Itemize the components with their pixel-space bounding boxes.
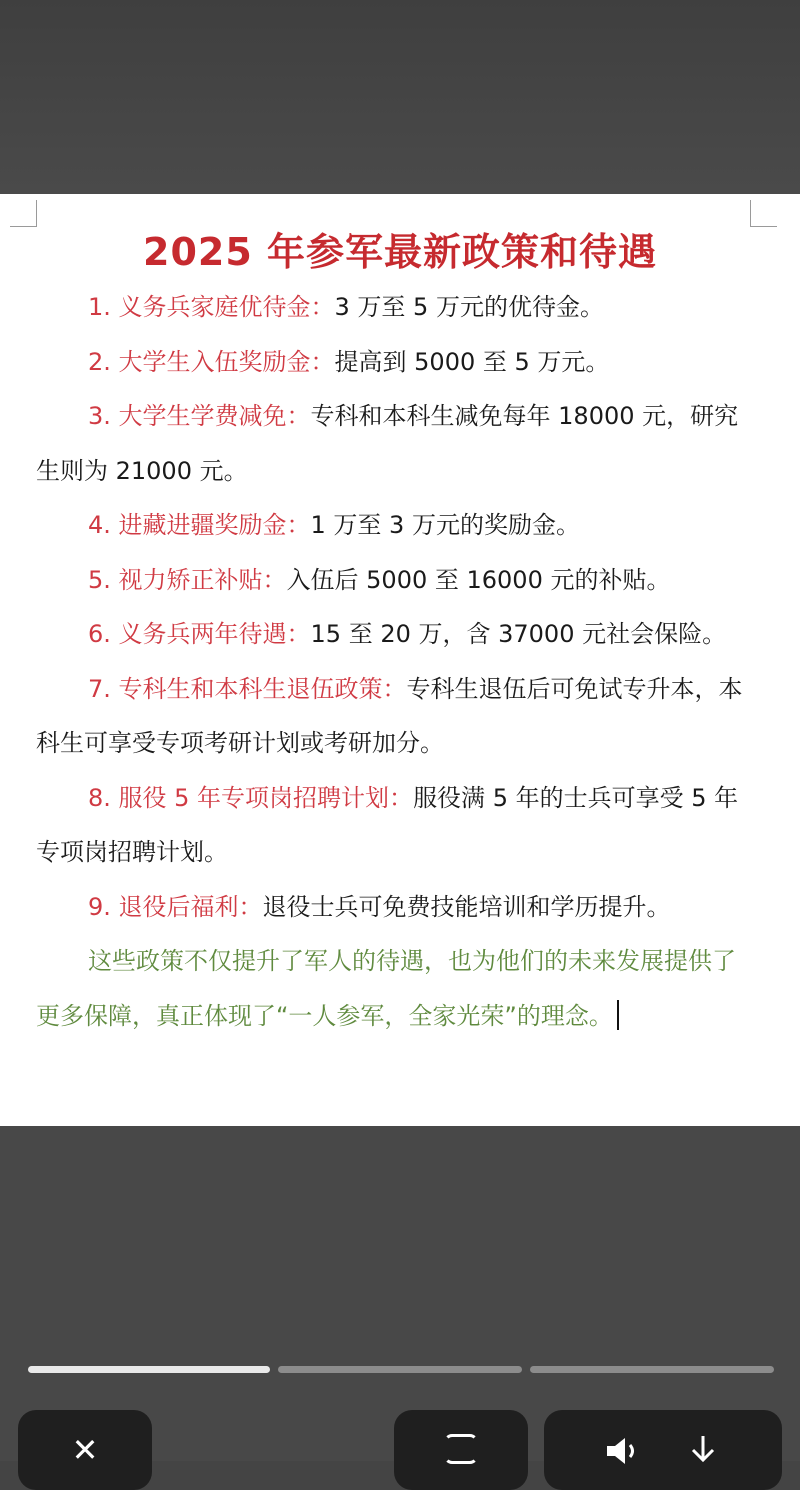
viewer-backdrop-top [0,0,800,194]
policy-text: 3 万至 5 万元的优待金。 [334,293,604,321]
policy-item-1 [36,280,756,335]
policy-item-7 [36,662,756,771]
crop-corner-top-right [750,200,777,227]
policy-text: 1 万至 3 万元的奖励金。 [310,511,580,539]
speaker-icon [603,1434,643,1468]
crop-corner-top-left [10,200,37,227]
policy-item-6 [36,607,756,662]
page-indicator-segment-3[interactable] [530,1366,774,1373]
closing-text: 这些政策不仅提升了军人的待遇，也为他们的未来发展提供了更多保障，真正体现了“一人参军，全家光荣”的理念。 [36,947,736,1030]
page-indicator-segment-2[interactable] [278,1366,522,1373]
page-indicator-segment-1[interactable] [28,1366,270,1373]
policy-item-2 [36,335,756,390]
scan-icon [444,1434,478,1464]
policy-lead: 8. 服役 5 年专项岗招聘计划： [88,783,414,812]
download-icon [683,1434,723,1468]
policy-lead: 3. 大学生学费减免： [88,402,311,430]
policy-lead: 9. 退役后福利： [88,892,263,921]
policy-item-9 [36,880,756,935]
policy-text: 提高到 5000 至 5 万元。 [334,347,610,376]
policy-text: 15 至 20 万，含 37000 元社会保险。 [310,620,727,648]
document-page [0,194,800,1126]
close-icon: ✕ [71,1431,99,1469]
policy-text: 服役满 5 年的士兵可享受 5 年专项岗招聘计划。 [36,783,739,866]
text-cursor [617,1000,619,1030]
policy-item-5 [36,553,756,608]
page-indicator [28,1366,774,1374]
policy-lead: 6. 义务兵两年待遇： [88,620,311,648]
audio-button[interactable] [544,1410,782,1490]
policy-lead: 7. 专科生和本科生退伍政策： [88,674,407,703]
policy-lead: 2. 大学生入伍奖励金： [88,347,335,376]
close-button[interactable] [18,1410,152,1490]
policy-text: 退役士兵可免费技能培训和学历提升。 [262,892,671,921]
policy-item-8 [36,771,756,880]
policy-item-4 [36,498,756,553]
policy-lead: 4. 进藏进疆奖励金： [88,511,311,539]
policy-lead: 1. 义务兵家庭优待金： [88,293,335,321]
policy-text: 专科生退伍后可免试专升本，本科生可享受专项考研计划或考研加分。 [36,674,743,757]
closing-paragraph [36,934,756,1043]
document-title: 2025 年参军最新政策和待遇 [143,230,657,274]
document-body [36,280,756,1043]
policy-text: 入伍后 5000 至 16000 元的补贴。 [286,565,671,594]
policy-item-3 [36,389,756,498]
scan-button[interactable] [394,1410,528,1490]
policy-text: 专科和本科生减免每年 18000 元，研究生则为 21000 元。 [36,402,739,485]
policy-lead: 5. 视力矫正补贴： [88,565,287,594]
